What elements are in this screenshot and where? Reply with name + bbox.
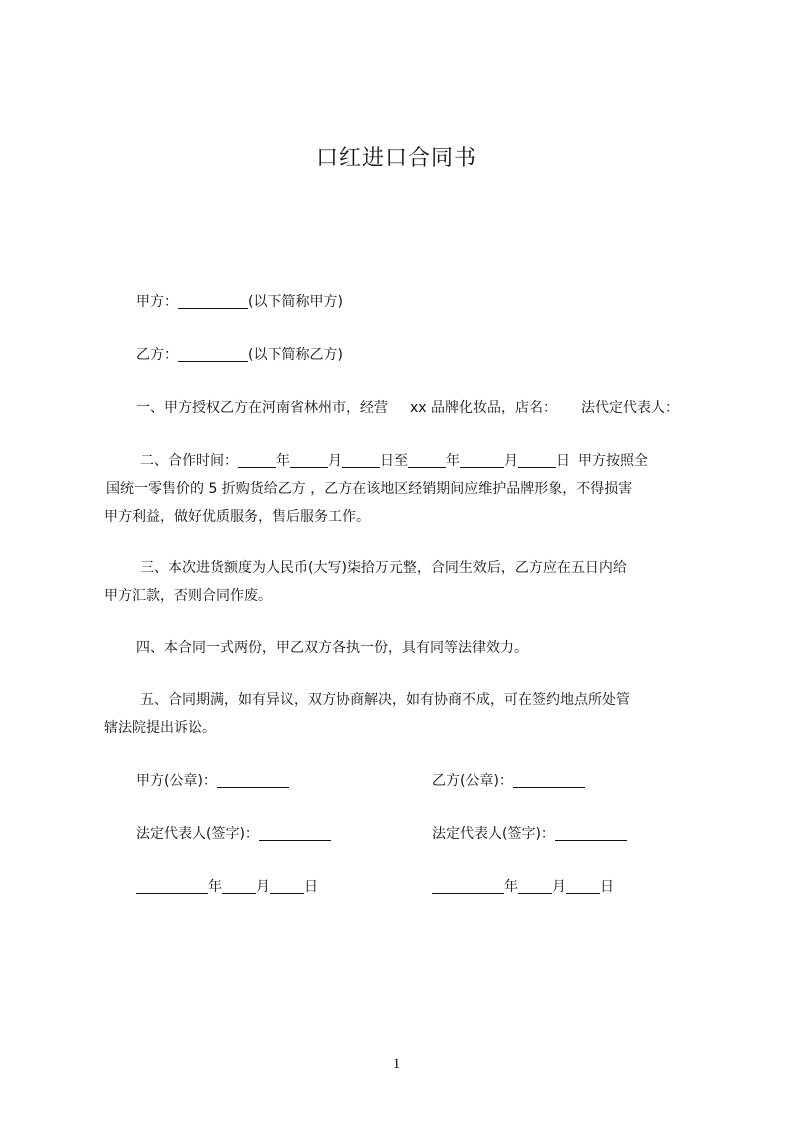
clause-5-line2: 辖法院提出诉讼。 — [104, 720, 216, 736]
page-number: 1 — [392, 1056, 401, 1072]
clause-4-line1: 四、本合同一式两份，甲乙双方各执一份，具有同等法律效力。 — [136, 640, 528, 656]
start-day-to-label: 日至 — [380, 453, 408, 469]
party-b-suffix: (以下简称乙方) — [248, 347, 343, 363]
party-a-seal-line — [136, 771, 289, 791]
rep-a-label: 法定代表人(签字)： — [136, 826, 259, 842]
party-a-suffix: (以下简称甲方) — [248, 294, 343, 310]
date-b-month-label: 月 — [552, 879, 566, 895]
date-a-line — [136, 877, 318, 897]
party-b-blank[interactable] — [178, 347, 248, 362]
start-year-blank[interactable] — [238, 453, 276, 468]
party-b-seal-blank[interactable] — [513, 773, 585, 788]
start-month-blank[interactable] — [290, 453, 328, 468]
end-month-label: 月 — [504, 453, 518, 469]
rep-b-line — [432, 824, 627, 844]
clause-1-part2: xx 品牌化妆品，店名： — [410, 400, 558, 416]
date-b-day-label: 日 — [600, 879, 614, 895]
date-a-year-label: 年 — [208, 879, 222, 895]
rep-b-blank[interactable] — [555, 826, 627, 841]
rep-b-label: 法定代表人(签字)： — [432, 826, 555, 842]
date-b-month-blank[interactable] — [518, 879, 552, 894]
date-a-month-blank[interactable] — [222, 879, 256, 894]
document-title: 口红进口合同书 — [315, 146, 477, 171]
clause-2 — [104, 447, 700, 531]
party-b-label: 乙方： — [136, 347, 178, 363]
party-b-seal-line — [432, 771, 585, 791]
date-a-year-blank[interactable] — [136, 879, 208, 894]
clause-3-line1: 三、本次进货额度为人民币(大写)柒拾万元整，合同生效后，乙方应在五日内给 — [140, 560, 627, 576]
date-a-day-blank[interactable] — [270, 879, 304, 894]
date-b-year-label: 年 — [504, 879, 518, 895]
clause-2-line1-end: 甲方按照全 — [578, 453, 648, 469]
clause-2-time-label: 二、合作时间： — [140, 453, 238, 469]
end-day-label: 日 — [556, 453, 570, 469]
clause-2-line2: 国统一零售价的 5 折购货给乙方 ，乙方在该地区经销期间应维护品牌形象，不得损害 — [106, 481, 633, 497]
date-b-day-blank[interactable] — [566, 879, 600, 894]
clause-4 — [104, 634, 700, 662]
rep-a-blank[interactable] — [259, 826, 331, 841]
rep-a-line — [136, 824, 331, 844]
clause-2-line3: 甲方利益，做好优质服务，售后服务工作。 — [104, 509, 370, 525]
date-b-line — [432, 877, 614, 897]
end-month-blank[interactable] — [460, 453, 504, 468]
clause-1 — [104, 394, 714, 422]
party-a-line — [136, 292, 343, 312]
clause-3-line2: 甲方汇款，否则合同作废。 — [104, 588, 272, 604]
clause-1-part1: 一、甲方授权乙方在河南省林州市，经营 — [136, 400, 388, 416]
date-b-year-blank[interactable] — [432, 879, 504, 894]
party-a-seal-label: 甲方(公章)： — [136, 773, 217, 789]
date-a-month-label: 月 — [256, 879, 270, 895]
end-day-blank[interactable] — [518, 453, 556, 468]
end-year-label: 年 — [446, 453, 460, 469]
end-year-blank[interactable] — [408, 453, 446, 468]
start-day-blank[interactable] — [342, 453, 380, 468]
start-month-label: 月 — [328, 453, 342, 469]
clause-3 — [104, 554, 700, 610]
clause-5-line1: 五、合同期满，如有异议，双方协商解决，如有协商不成，可在签约地点所处管 — [140, 692, 630, 708]
party-a-blank[interactable] — [178, 294, 248, 309]
party-a-label: 甲方： — [136, 294, 178, 310]
date-a-day-label: 日 — [304, 879, 318, 895]
clause-5 — [104, 686, 700, 742]
party-a-seal-blank[interactable] — [217, 773, 289, 788]
party-b-line — [136, 345, 343, 365]
clause-1-part3: 法代定代表人： — [581, 400, 680, 416]
party-b-seal-label: 乙方(公章)： — [432, 773, 513, 789]
start-year-label: 年 — [276, 453, 290, 469]
